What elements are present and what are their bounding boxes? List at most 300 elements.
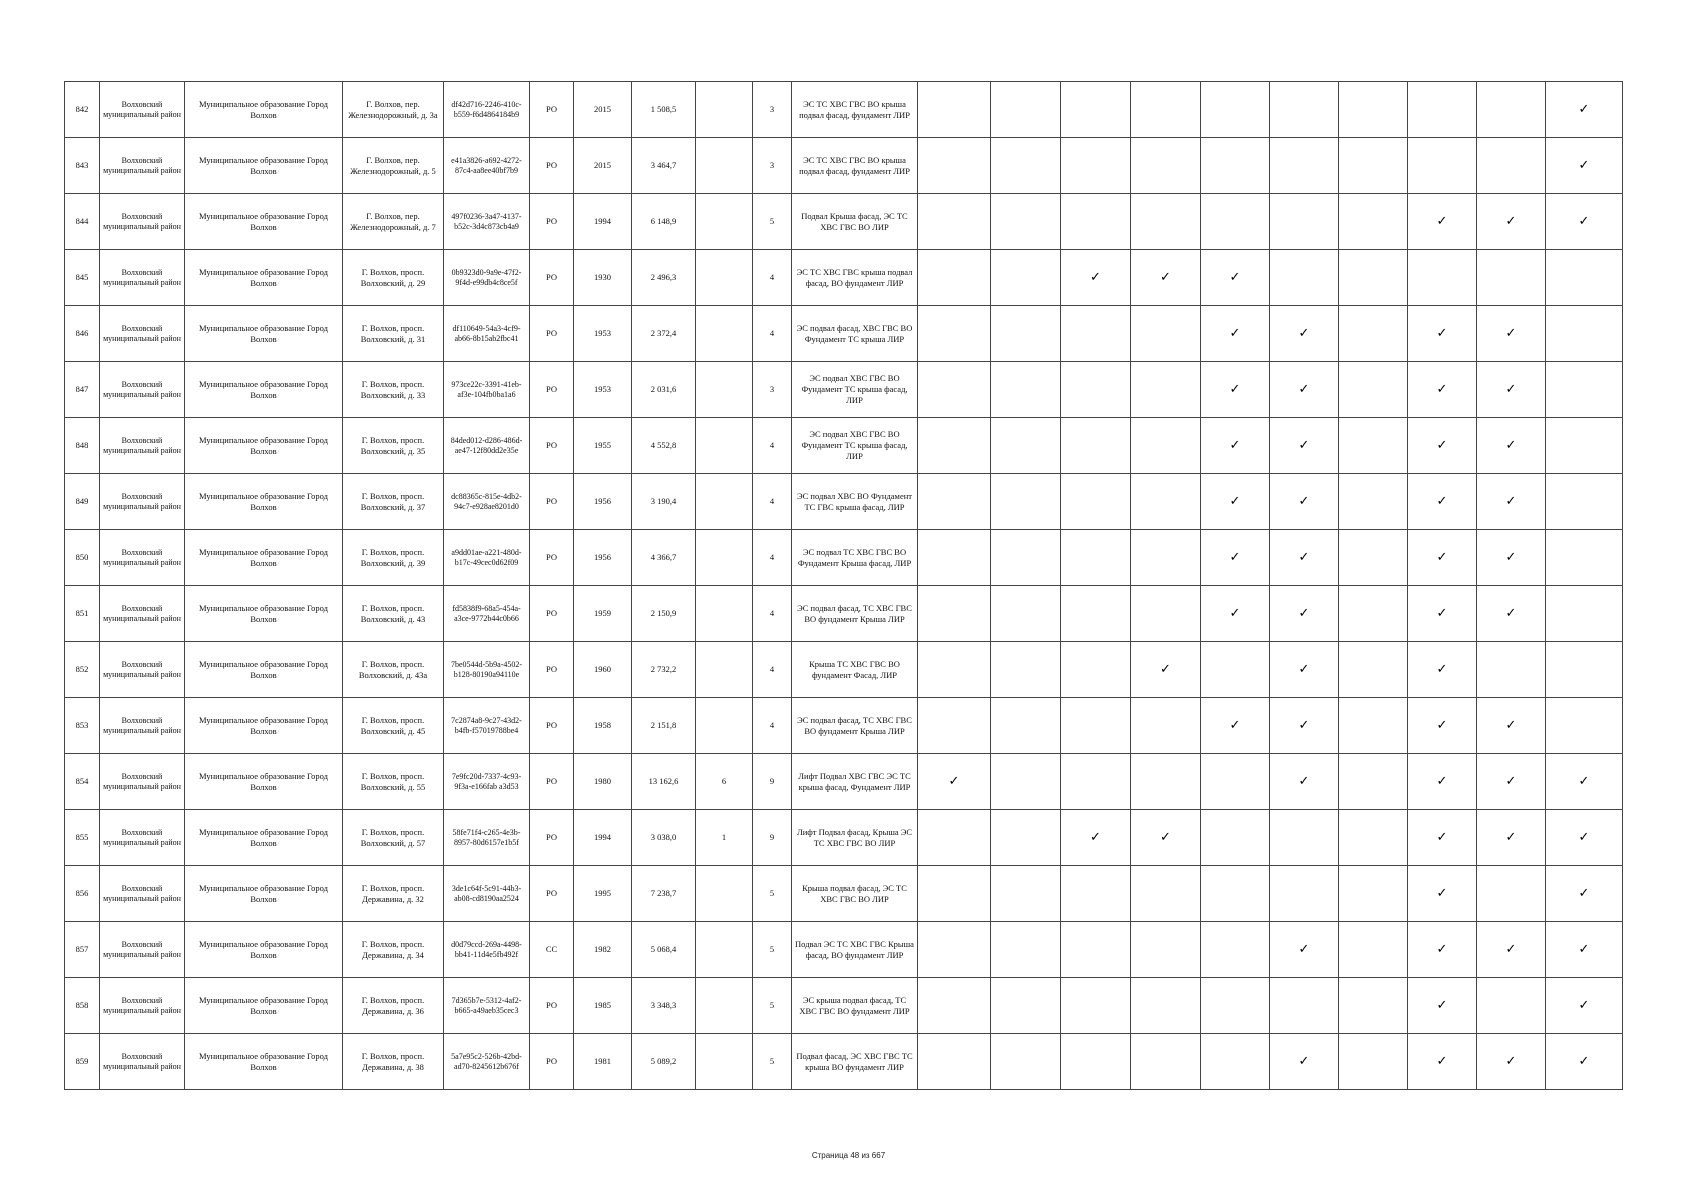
checkmark-icon: ✓: [1408, 810, 1477, 866]
area-cell: 4 552,8: [632, 418, 696, 474]
municipality-cell: Муниципальное образование Город Волхов: [185, 698, 343, 754]
checkmark-icon: ✓: [1477, 362, 1546, 418]
checkmark-icon: ✓: [1131, 810, 1201, 866]
guid-cell: 84ded012-d286-486d-ae47-12f80dd2e35e: [444, 418, 530, 474]
checkmark-icon: ✓: [1408, 754, 1477, 810]
works-list-cell: ЭС подвал фасад, ХВС ГВС ВО Фундамент ТС крыша ЛИР: [792, 306, 918, 362]
municipality-cell: Муниципальное образование Город Волхов: [185, 978, 343, 1034]
empty-mark-cell: [1201, 1034, 1270, 1090]
floors-cell: 5: [753, 922, 792, 978]
address-cell: Г. Волхов, просп. Волховский, д. 55: [343, 754, 444, 810]
year-cell: 1981: [574, 1034, 632, 1090]
guid-cell: df110649-54a3-4cf9-ab66-8b15ab2fbc41: [444, 306, 530, 362]
empty-mark-cell: [1270, 866, 1339, 922]
checkmark-icon: ✓: [1477, 586, 1546, 642]
checkmark-icon: ✓: [1408, 866, 1477, 922]
empty-mark-cell: [1131, 866, 1201, 922]
empty-mark-cell: [1408, 82, 1477, 138]
guid-cell: 7c2874a8-9c27-43d2-b4fb-f57019788be4: [444, 698, 530, 754]
area-cell: 2 496,3: [632, 250, 696, 306]
district-cell: Волховский муниципальный район: [100, 418, 185, 474]
empty-mark-cell: [918, 866, 991, 922]
guid-cell: d0d79ccd-269a-4498-bb41-11d4e5fb492f: [444, 922, 530, 978]
municipality-cell: Муниципальное образование Город Волхов: [185, 866, 343, 922]
row-number: 849: [65, 474, 100, 530]
empty-mark-cell: [1061, 1034, 1131, 1090]
empty-mark-cell: [1546, 642, 1623, 698]
works-list-cell: Подвал Крыша фасад, ЭС ТС ХВС ГВС ВО ЛИР: [792, 194, 918, 250]
row-number: 851: [65, 586, 100, 642]
district-cell: Волховский муниципальный район: [100, 810, 185, 866]
empty-mark-cell: [1201, 922, 1270, 978]
year-cell: 1956: [574, 530, 632, 586]
row-number: 855: [65, 810, 100, 866]
floors-cell: 3: [753, 362, 792, 418]
checkmark-icon: ✓: [1270, 530, 1339, 586]
empty-mark-cell: [1339, 922, 1408, 978]
empty-mark-cell: [991, 530, 1061, 586]
empty-mark-cell: [991, 306, 1061, 362]
empty-mark-cell: [1339, 474, 1408, 530]
year-cell: 1960: [574, 642, 632, 698]
checkmark-icon: ✓: [1201, 418, 1270, 474]
works-list-cell: Крыша ТС ХВС ГВС ВО фундамент Фасад, ЛИР: [792, 642, 918, 698]
area-cell: 3 348,3: [632, 978, 696, 1034]
empty-mark-cell: [1131, 978, 1201, 1034]
fund-type-cell: РО: [530, 1034, 574, 1090]
empty-mark-cell: [1477, 250, 1546, 306]
address-cell: Г. Волхов, просп. Волховский, д. 57: [343, 810, 444, 866]
empty-mark-cell: [1061, 82, 1131, 138]
year-cell: 1994: [574, 194, 632, 250]
checkmark-icon: ✓: [1201, 698, 1270, 754]
district-cell: Волховский муниципальный район: [100, 82, 185, 138]
municipality-cell: Муниципальное образование Город Волхов: [185, 474, 343, 530]
checkmark-icon: ✓: [1546, 866, 1623, 922]
checkmark-icon: ✓: [1477, 474, 1546, 530]
empty-mark-cell: [1061, 474, 1131, 530]
address-cell: Г. Волхов, просп. Волховский, д. 37: [343, 474, 444, 530]
count-cell: [696, 138, 753, 194]
works-list-cell: Подвал фасад, ЭС ХВС ГВС ТС крыша ВО фундамент ЛИР: [792, 1034, 918, 1090]
works-list-cell: ЭС ТС ХВС ГВС крыша подвал фасад, ВО фундамент ЛИР: [792, 250, 918, 306]
checkmark-icon: ✓: [1408, 474, 1477, 530]
table-row: [65, 978, 1623, 1034]
empty-mark-cell: [1339, 642, 1408, 698]
address-cell: Г. Волхов, просп. Державина, д. 32: [343, 866, 444, 922]
checkmark-icon: ✓: [1201, 530, 1270, 586]
guid-cell: 3de1c64f-5c91-44b3-ab08-cd8190aa2524: [444, 866, 530, 922]
table-row: [65, 586, 1623, 642]
checkmark-icon: ✓: [1546, 1034, 1623, 1090]
empty-mark-cell: [1061, 698, 1131, 754]
row-number: 852: [65, 642, 100, 698]
row-number: 857: [65, 922, 100, 978]
empty-mark-cell: [918, 82, 991, 138]
empty-mark-cell: [1131, 922, 1201, 978]
empty-mark-cell: [918, 642, 991, 698]
area-cell: 3 464,7: [632, 138, 696, 194]
empty-mark-cell: [1061, 194, 1131, 250]
district-cell: Волховский муниципальный район: [100, 642, 185, 698]
year-cell: 1994: [574, 810, 632, 866]
year-cell: 1955: [574, 418, 632, 474]
empty-mark-cell: [1201, 82, 1270, 138]
checkmark-icon: ✓: [1408, 586, 1477, 642]
year-cell: 1995: [574, 866, 632, 922]
checkmark-icon: ✓: [1408, 530, 1477, 586]
empty-mark-cell: [918, 978, 991, 1034]
floors-cell: 5: [753, 1034, 792, 1090]
fund-type-cell: РО: [530, 530, 574, 586]
checkmark-icon: ✓: [1408, 418, 1477, 474]
table-row: [65, 362, 1623, 418]
empty-mark-cell: [991, 138, 1061, 194]
checkmark-icon: ✓: [1270, 418, 1339, 474]
empty-mark-cell: [1270, 978, 1339, 1034]
district-cell: Волховский муниципальный район: [100, 250, 185, 306]
row-number: 844: [65, 194, 100, 250]
works-list-cell: ЭС ТС ХВС ГВС ВО крыша подвал фасад, фундамент ЛИР: [792, 138, 918, 194]
row-number: 859: [65, 1034, 100, 1090]
checkmark-icon: ✓: [1546, 194, 1623, 250]
checkmark-icon: ✓: [1546, 754, 1623, 810]
district-cell: Волховский муниципальный район: [100, 306, 185, 362]
municipality-cell: Муниципальное образование Город Волхов: [185, 922, 343, 978]
empty-mark-cell: [1131, 1034, 1201, 1090]
municipality-cell: Муниципальное образование Город Волхов: [185, 250, 343, 306]
count-cell: [696, 642, 753, 698]
empty-mark-cell: [1131, 754, 1201, 810]
empty-mark-cell: [918, 810, 991, 866]
fund-type-cell: РО: [530, 194, 574, 250]
empty-mark-cell: [918, 418, 991, 474]
table-body: [65, 82, 1623, 1090]
checkmark-icon: ✓: [1270, 698, 1339, 754]
checkmark-icon: ✓: [1477, 194, 1546, 250]
checkmark-icon: ✓: [1408, 922, 1477, 978]
count-cell: 1: [696, 810, 753, 866]
address-cell: Г. Волхов, просп. Волховский, д. 31: [343, 306, 444, 362]
checkmark-icon: ✓: [1131, 250, 1201, 306]
district-cell: Волховский муниципальный район: [100, 754, 185, 810]
municipality-cell: Муниципальное образование Город Волхов: [185, 362, 343, 418]
year-cell: 1980: [574, 754, 632, 810]
empty-mark-cell: [1270, 82, 1339, 138]
empty-mark-cell: [1061, 530, 1131, 586]
guid-cell: 0b9323d0-9a9e-47f2-9f4d-e99db4c8ce5f: [444, 250, 530, 306]
table-row: [65, 642, 1623, 698]
fund-type-cell: РО: [530, 810, 574, 866]
empty-mark-cell: [991, 642, 1061, 698]
floors-cell: 4: [753, 474, 792, 530]
empty-mark-cell: [1131, 530, 1201, 586]
row-number: 847: [65, 362, 100, 418]
empty-mark-cell: [1061, 978, 1131, 1034]
checkmark-icon: ✓: [1201, 306, 1270, 362]
district-cell: Волховский муниципальный район: [100, 1034, 185, 1090]
fund-type-cell: СС: [530, 922, 574, 978]
address-cell: Г. Волхов, просп. Волховский, д. 33: [343, 362, 444, 418]
municipality-cell: Муниципальное образование Город Волхов: [185, 306, 343, 362]
empty-mark-cell: [1061, 306, 1131, 362]
area-cell: 13 162,6: [632, 754, 696, 810]
floors-cell: 3: [753, 82, 792, 138]
floors-cell: 5: [753, 978, 792, 1034]
empty-mark-cell: [1546, 474, 1623, 530]
table-row: [65, 866, 1623, 922]
municipality-cell: Муниципальное образование Город Волхов: [185, 586, 343, 642]
guid-cell: e41a3826-a692-4272-87c4-aa8ee40bf7b9: [444, 138, 530, 194]
area-cell: 1 508,5: [632, 82, 696, 138]
checkmark-icon: ✓: [1270, 1034, 1339, 1090]
checkmark-icon: ✓: [1408, 1034, 1477, 1090]
fund-type-cell: РО: [530, 250, 574, 306]
count-cell: [696, 474, 753, 530]
year-cell: 1959: [574, 586, 632, 642]
count-cell: [696, 250, 753, 306]
checkmark-icon: ✓: [1270, 362, 1339, 418]
table-row: [65, 1034, 1623, 1090]
count-cell: [696, 1034, 753, 1090]
table-row: [65, 138, 1623, 194]
guid-cell: 5a7e95c2-526b-42bd-ad70-8245612b676f: [444, 1034, 530, 1090]
district-cell: Волховский муниципальный район: [100, 866, 185, 922]
guid-cell: 497f0236-3a47-4137-b52c-3d4c873cb4a9: [444, 194, 530, 250]
floors-cell: 4: [753, 530, 792, 586]
district-cell: Волховский муниципальный район: [100, 194, 185, 250]
checkmark-icon: ✓: [1061, 810, 1131, 866]
empty-mark-cell: [1339, 418, 1408, 474]
checkmark-icon: ✓: [1477, 418, 1546, 474]
municipality-cell: Муниципальное образование Город Волхов: [185, 1034, 343, 1090]
checkmark-icon: ✓: [1546, 138, 1623, 194]
works-list-cell: Лифт Подвал ХВС ГВС ЭС ТС крыша фасад, Фундамент ЛИР: [792, 754, 918, 810]
floors-cell: 4: [753, 250, 792, 306]
checkmark-icon: ✓: [1201, 250, 1270, 306]
district-cell: Волховский муниципальный район: [100, 474, 185, 530]
row-number: 845: [65, 250, 100, 306]
row-number: 854: [65, 754, 100, 810]
empty-mark-cell: [1270, 810, 1339, 866]
empty-mark-cell: [1131, 194, 1201, 250]
empty-mark-cell: [1061, 642, 1131, 698]
empty-mark-cell: [991, 698, 1061, 754]
empty-mark-cell: [1339, 698, 1408, 754]
floors-cell: 9: [753, 810, 792, 866]
checkmark-icon: ✓: [1408, 306, 1477, 362]
area-cell: 2 150,9: [632, 586, 696, 642]
empty-mark-cell: [991, 754, 1061, 810]
count-cell: [696, 194, 753, 250]
floors-cell: 4: [753, 586, 792, 642]
empty-mark-cell: [991, 866, 1061, 922]
fund-type-cell: РО: [530, 586, 574, 642]
floors-cell: 4: [753, 642, 792, 698]
area-cell: 2 372,4: [632, 306, 696, 362]
empty-mark-cell: [1339, 978, 1408, 1034]
district-cell: Волховский муниципальный район: [100, 138, 185, 194]
empty-mark-cell: [1408, 250, 1477, 306]
guid-cell: df42d716-2246-410c-b559-f6d4864184b9: [444, 82, 530, 138]
empty-mark-cell: [918, 586, 991, 642]
works-list-cell: ЭС подвал ХВС ГВС ВО Фундамент ТС крыша фасад, ЛИР: [792, 418, 918, 474]
works-list-cell: ЭС подвал ТС ХВС ГВС ВО Фундамент Крыша фасад, ЛИР: [792, 530, 918, 586]
works-list-cell: ЭС подвал ХВС ВО Фундамент ТС ГВС крыша фасад, ЛИР: [792, 474, 918, 530]
address-cell: Г. Волхов, просп. Волховский, д. 45: [343, 698, 444, 754]
municipality-cell: Муниципальное образование Город Волхов: [185, 530, 343, 586]
empty-mark-cell: [918, 698, 991, 754]
district-cell: Волховский муниципальный район: [100, 978, 185, 1034]
checkmark-icon: ✓: [1546, 810, 1623, 866]
checkmark-icon: ✓: [918, 754, 991, 810]
table-row: [65, 922, 1623, 978]
address-cell: Г. Волхов, просп. Державина, д. 34: [343, 922, 444, 978]
year-cell: 1985: [574, 978, 632, 1034]
checkmark-icon: ✓: [1270, 642, 1339, 698]
empty-mark-cell: [1546, 306, 1623, 362]
guid-cell: 973ce22c-3391-41eb-af3e-104fb0ba1a6: [444, 362, 530, 418]
checkmark-icon: ✓: [1201, 586, 1270, 642]
district-cell: Волховский муниципальный район: [100, 698, 185, 754]
address-cell: Г. Волхов, пер. Железнодорожный, д. 5: [343, 138, 444, 194]
area-cell: 2 151,8: [632, 698, 696, 754]
fund-type-cell: РО: [530, 642, 574, 698]
empty-mark-cell: [1201, 810, 1270, 866]
works-list-cell: ЭС крыша подвал фасад, ТС ХВС ГВС ВО фундамент ЛИР: [792, 978, 918, 1034]
empty-mark-cell: [991, 922, 1061, 978]
empty-mark-cell: [918, 1034, 991, 1090]
address-cell: Г. Волхов, просп. Волховский, д. 43: [343, 586, 444, 642]
year-cell: 1956: [574, 474, 632, 530]
checkmark-icon: ✓: [1408, 642, 1477, 698]
checkmark-icon: ✓: [1477, 530, 1546, 586]
empty-mark-cell: [1546, 586, 1623, 642]
address-cell: Г. Волхов, просп. Державина, д. 36: [343, 978, 444, 1034]
empty-mark-cell: [918, 138, 991, 194]
empty-mark-cell: [991, 586, 1061, 642]
checkmark-icon: ✓: [1270, 922, 1339, 978]
empty-mark-cell: [1339, 1034, 1408, 1090]
area-cell: 5 089,2: [632, 1034, 696, 1090]
empty-mark-cell: [918, 922, 991, 978]
checkmark-icon: ✓: [1270, 754, 1339, 810]
empty-mark-cell: [1339, 138, 1408, 194]
page-number: Страница 48 из 667: [811, 1151, 886, 1160]
table-row: [65, 418, 1623, 474]
municipality-cell: Муниципальное образование Город Волхов: [185, 754, 343, 810]
table-row: [65, 250, 1623, 306]
empty-mark-cell: [1270, 138, 1339, 194]
empty-mark-cell: [918, 250, 991, 306]
empty-mark-cell: [1131, 306, 1201, 362]
empty-mark-cell: [1477, 138, 1546, 194]
year-cell: 1953: [574, 362, 632, 418]
empty-mark-cell: [1546, 418, 1623, 474]
works-list-cell: Подвал ЭС ТС ХВС ГВС Крыша фасад, ВО фундамент ЛИР: [792, 922, 918, 978]
year-cell: 2015: [574, 138, 632, 194]
checkmark-icon: ✓: [1477, 306, 1546, 362]
fund-type-cell: РО: [530, 82, 574, 138]
checkmark-icon: ✓: [1546, 978, 1623, 1034]
municipality-cell: Муниципальное образование Город Волхов: [185, 138, 343, 194]
district-cell: Волховский муниципальный район: [100, 586, 185, 642]
guid-cell: 58fe71f4-c265-4e3b-8957-80d6157e1b5f: [444, 810, 530, 866]
empty-mark-cell: [991, 418, 1061, 474]
municipality-cell: Муниципальное образование Город Волхов: [185, 642, 343, 698]
row-number: 850: [65, 530, 100, 586]
empty-mark-cell: [1061, 922, 1131, 978]
empty-mark-cell: [1061, 866, 1131, 922]
empty-mark-cell: [1201, 978, 1270, 1034]
address-cell: Г. Волхов, просп. Державина, д. 38: [343, 1034, 444, 1090]
guid-cell: 7d365b7e-5312-4af2-b665-a49aeb35cec3: [444, 978, 530, 1034]
address-cell: Г. Волхов, просп. Волховский, д. 35: [343, 418, 444, 474]
empty-mark-cell: [918, 194, 991, 250]
municipality-cell: Муниципальное образование Город Волхов: [185, 82, 343, 138]
table-row: [65, 82, 1623, 138]
empty-mark-cell: [1061, 754, 1131, 810]
floors-cell: 4: [753, 698, 792, 754]
checkmark-icon: ✓: [1408, 698, 1477, 754]
guid-cell: 7e9fc20d-7337-4c93-9f3a-e166fab a3d53: [444, 754, 530, 810]
empty-mark-cell: [1131, 82, 1201, 138]
year-cell: 2015: [574, 82, 632, 138]
row-number: 843: [65, 138, 100, 194]
empty-mark-cell: [1546, 530, 1623, 586]
count-cell: [696, 362, 753, 418]
floors-cell: 4: [753, 306, 792, 362]
empty-mark-cell: [1131, 138, 1201, 194]
checkmark-icon: ✓: [1408, 194, 1477, 250]
checkmark-icon: ✓: [1477, 922, 1546, 978]
floors-cell: 5: [753, 194, 792, 250]
empty-mark-cell: [1201, 754, 1270, 810]
empty-mark-cell: [991, 978, 1061, 1034]
empty-mark-cell: [991, 474, 1061, 530]
table-row: [65, 530, 1623, 586]
empty-mark-cell: [1201, 642, 1270, 698]
empty-mark-cell: [1061, 586, 1131, 642]
checkmark-icon: ✓: [1270, 586, 1339, 642]
fund-type-cell: РО: [530, 978, 574, 1034]
year-cell: 1958: [574, 698, 632, 754]
checkmark-icon: ✓: [1408, 362, 1477, 418]
empty-mark-cell: [1131, 698, 1201, 754]
checkmark-icon: ✓: [1477, 754, 1546, 810]
empty-mark-cell: [1339, 754, 1408, 810]
count-cell: [696, 698, 753, 754]
fund-type-cell: РО: [530, 474, 574, 530]
checkmark-icon: ✓: [1546, 922, 1623, 978]
empty-mark-cell: [1477, 642, 1546, 698]
table-row: [65, 698, 1623, 754]
empty-mark-cell: [1061, 362, 1131, 418]
area-cell: 3 038,0: [632, 810, 696, 866]
row-number: 856: [65, 866, 100, 922]
guid-cell: dc88365c-815e-4db2-94c7-e928ae8201d0: [444, 474, 530, 530]
address-cell: Г. Волхов, пер. Железнодорожный, д. 3а: [343, 82, 444, 138]
empty-mark-cell: [1061, 418, 1131, 474]
area-cell: 5 068,4: [632, 922, 696, 978]
table-row: [65, 474, 1623, 530]
checkmark-icon: ✓: [1477, 810, 1546, 866]
empty-mark-cell: [991, 250, 1061, 306]
year-cell: 1930: [574, 250, 632, 306]
empty-mark-cell: [1339, 194, 1408, 250]
count-cell: [696, 586, 753, 642]
fund-type-cell: РО: [530, 698, 574, 754]
